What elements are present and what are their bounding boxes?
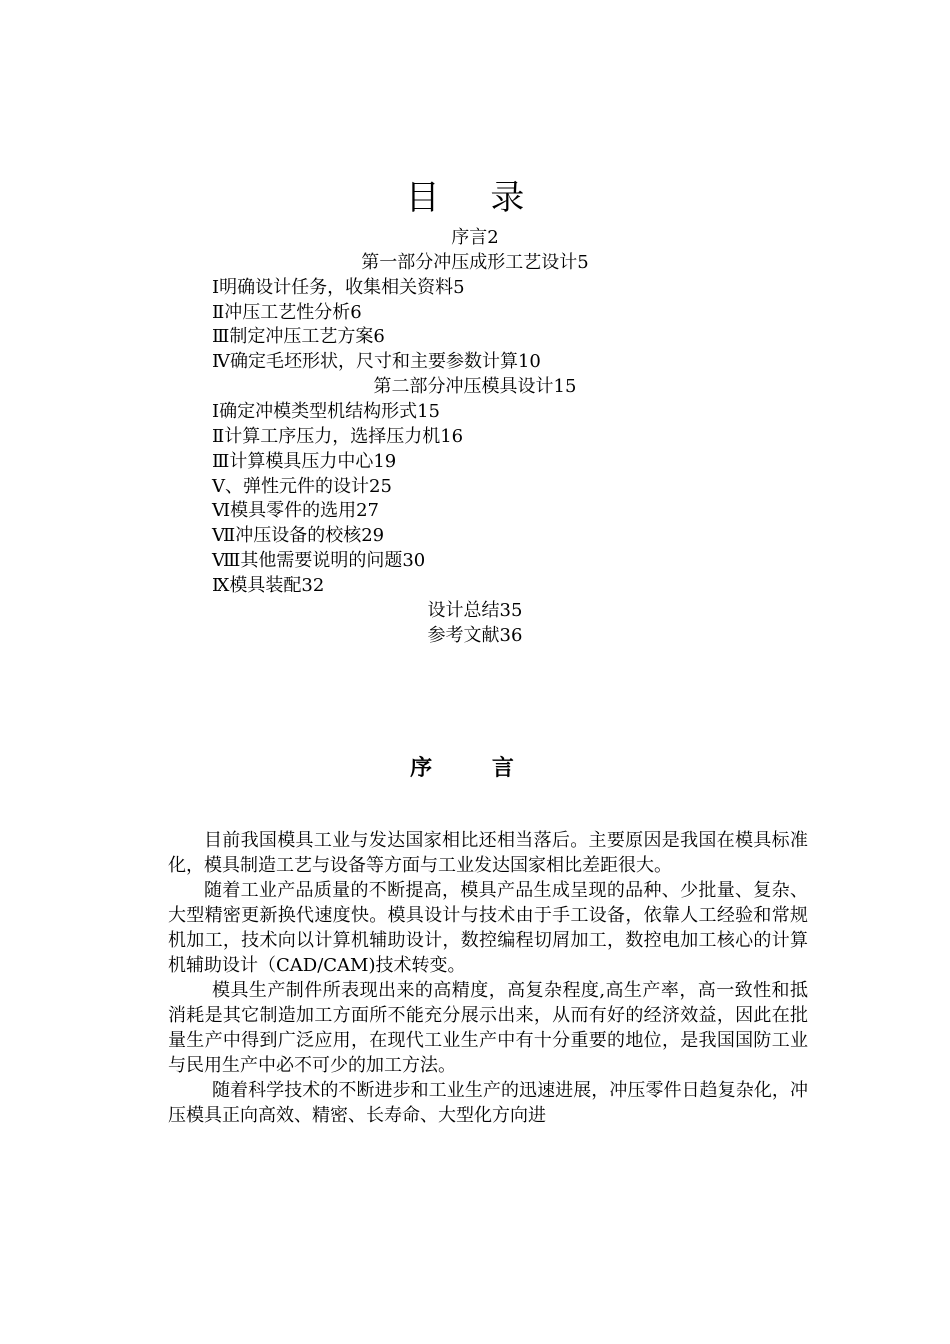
toc-entry: Ⅴ、弹性元件的设计25 <box>212 476 392 497</box>
toc-entry: Ⅰ确定冲模类型机结构形式15 <box>212 401 441 422</box>
toc-entry: Ⅵ模具零件的选用27 <box>212 500 380 521</box>
toc-entry: Ⅲ计算模具压力中心19 <box>212 451 397 472</box>
toc-entry: Ⅱ计算工序压力，选择压力机16 <box>212 426 464 447</box>
preface-body <box>168 828 808 1128</box>
toc-entry-part-one: 第一部分冲压成形工艺设计5 <box>361 252 589 273</box>
toc-title: 目 录 <box>405 178 545 218</box>
toc-entry: Ⅸ模具装配32 <box>212 575 325 596</box>
toc-entry-references: 参考文献36 <box>427 625 523 646</box>
preface-title: 序 言 <box>410 755 540 781</box>
preface-paragraph: 随着科学技术的不断进步和工业生产的迅速进展，冲压零件日趋复杂化，冲压模具正向高效、精密、长寿命、大型化方向进 <box>168 1080 808 1126</box>
toc-entry: Ⅱ冲压工艺性分析6 <box>212 302 362 323</box>
toc-entry-preface: 序言2 <box>451 227 499 248</box>
toc-entry: Ⅰ明确设计任务，收集相关资料5 <box>212 277 465 298</box>
preface-paragraph: 目前我国模具工业与发达国家相比还相当落后。主要原因是我国在模具标准化，模具制造工艺与设备等方面与工业发达国家相比差距很大。 <box>168 830 808 876</box>
toc-entry-part-two: 第二部分冲压模具设计15 <box>373 376 577 397</box>
toc-entry: Ⅷ其他需要说明的问题30 <box>212 550 426 571</box>
toc-entry: Ⅶ冲压设备的校核29 <box>212 525 385 546</box>
toc-entry: Ⅲ制定冲压工艺方案6 <box>212 326 385 347</box>
preface-paragraph: 模具生产制件所表现出来的高精度，高复杂程度,高生产率，高一致性和抵消耗是其它制造加工方面所不能充分展示出来，从而有好的经济效益，因此在批量生产中得到广泛应用，在现代工业生产中有十分重要的地位，是我国国防工业与民用生产中必不可少的加工方法。 <box>168 980 808 1076</box>
toc-entry: Ⅳ确定毛坯形状，尺寸和主要参数计算10 <box>212 351 541 372</box>
toc-entry-summary: 设计总结35 <box>427 600 523 621</box>
preface-paragraph: 随着工业产品质量的不断提高，模具产品生成呈现的品种、少批量、复杂、大型精密更新换代速度快。模具设计与技术由于手工设备，依靠人工经验和常规机加工，技术向以计算机辅助设计，数控编程切屑加工，数控电加工核心的计算机辅助设计（CAD/CAM)技术转变。 <box>168 880 808 976</box>
